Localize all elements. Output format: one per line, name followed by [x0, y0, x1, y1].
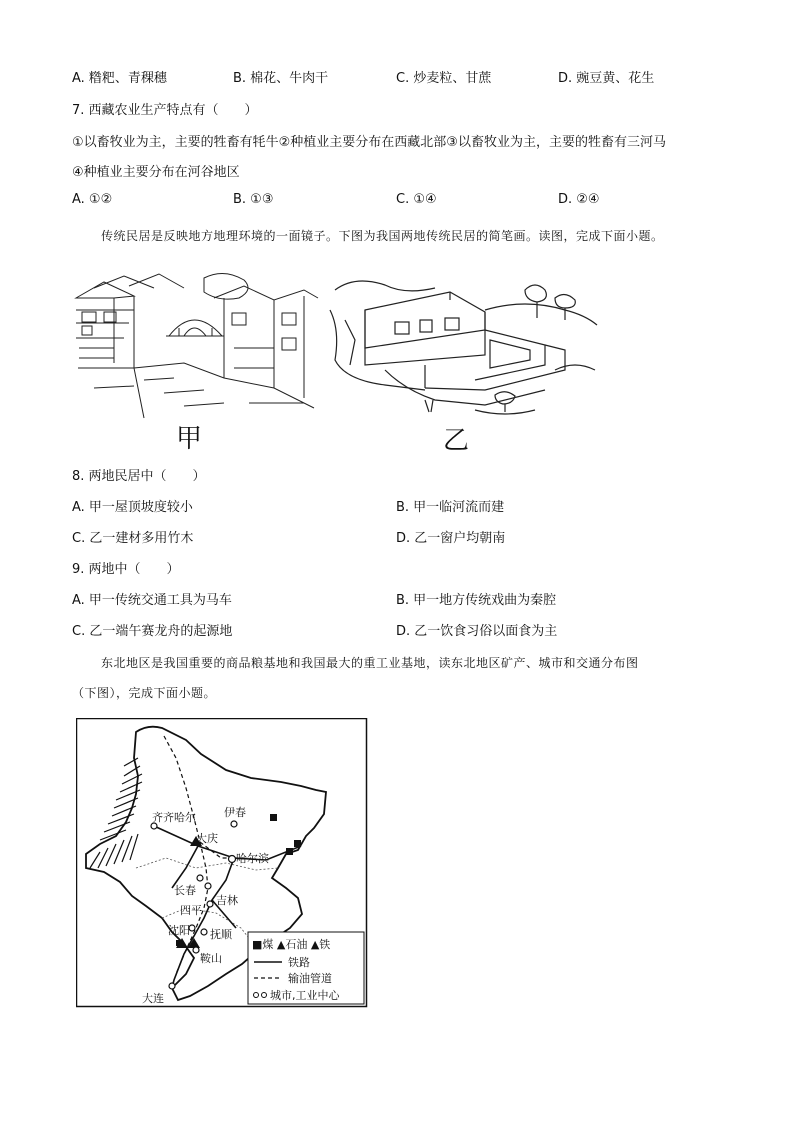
q8-option-d: D. 乙一窗户均朝南	[396, 531, 506, 546]
q7-stem: 7. 西藏农业生产特点有（ ）	[72, 103, 258, 118]
q7-statement-line-2: ④种植业主要分布在河谷地区	[72, 165, 240, 180]
house-jia-label: 甲	[176, 424, 203, 454]
q9-stem: 9. 两地中（ ）	[72, 562, 180, 577]
q8-stem: 8. 两地民居中（ ）	[72, 469, 206, 484]
house-jia-figure	[74, 268, 319, 423]
q6-option-a: A. 糌粑、青稞穗	[72, 71, 167, 86]
q9-option-d: D. 乙一饮食习俗以面食为主	[396, 624, 558, 639]
city-anshan: 鞍山	[200, 952, 222, 965]
legend-pipeline: 输油管道	[288, 972, 332, 985]
q8-option-c: C. 乙一建材多用竹木	[72, 531, 194, 546]
city-siping: 四平	[180, 904, 202, 917]
city-harbin: 哈尔滨	[236, 852, 269, 865]
house-yi-figure	[325, 270, 600, 420]
city-shenyang: 沈阳	[168, 924, 190, 937]
city-qiqihar: 齐齐哈尔	[152, 811, 196, 824]
legend-city: 城市,工业中心	[270, 989, 340, 1002]
city-fushun: 抚顺	[210, 928, 232, 941]
intro-houses: 传统民居是反映地方地理环境的一面镜子。下图为我国两地传统民居的简笔画。读图，完成下面小题。	[101, 229, 664, 243]
legend-railway: 铁路	[288, 956, 310, 969]
city-yichun: 伊春	[224, 806, 246, 819]
city-changchun: 长春	[174, 884, 196, 897]
q9-option-c: C. 乙一端午赛龙舟的起源地	[72, 624, 233, 639]
q9-option-a: A. 甲一传统交通工具为马车	[72, 593, 232, 608]
northeast-map	[76, 718, 368, 1008]
q7-option-b: B. ①③	[233, 192, 274, 207]
legend-minerals: ■煤 ▲石油 ▲铁	[252, 938, 331, 951]
city-dalian: 大连	[142, 992, 164, 1005]
q6-option-d: D. 豌豆黄、花生	[558, 71, 655, 86]
q7-option-d: D. ②④	[558, 192, 600, 207]
house-yi-label: 乙	[443, 426, 470, 456]
intro-northeast-line-1: 东北地区是我国重要的商品粮基地和我国最大的重工业基地，读东北地区矿产、城市和交通分布图	[101, 656, 639, 670]
intro-northeast-line-2: （下图），完成下面小题。	[72, 686, 217, 700]
q8-option-b: B. 甲一临河流而建	[396, 500, 505, 515]
city-jilin: 吉林	[216, 894, 238, 907]
q9-option-b: B. 甲一地方传统戏曲为秦腔	[396, 593, 557, 608]
q7-statement-line-1: ①以畜牧业为主，主要的牲畜有牦牛②种植业主要分布在西藏北部③以畜牧业为主，主要的牲畜有三河马	[72, 135, 666, 150]
q7-option-c: C. ①④	[396, 192, 437, 207]
q7-option-a: A. ①②	[72, 192, 113, 207]
city-daqing: 大庆	[196, 832, 218, 845]
q6-option-c: C. 炒麦粒、甘蔗	[396, 71, 492, 86]
q8-option-a: A. 甲一屋顶坡度较小	[72, 500, 193, 515]
q6-option-b: B. 棉花、牛肉干	[233, 71, 329, 86]
